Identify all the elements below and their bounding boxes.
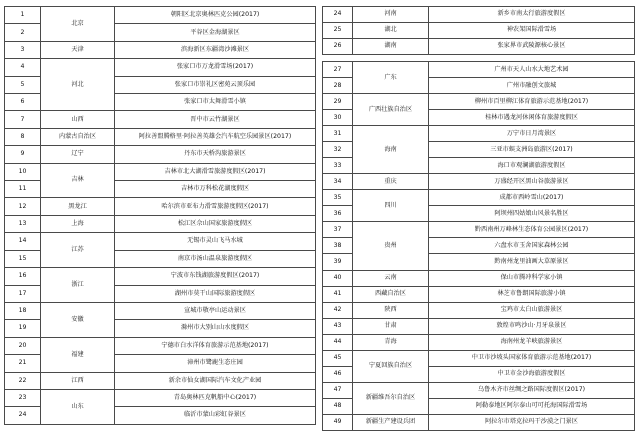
row-number: 7 bbox=[5, 111, 41, 128]
table-row bbox=[323, 62, 635, 78]
province-cell: 陕西 bbox=[353, 302, 429, 318]
table-gap bbox=[323, 55, 635, 62]
destination-name: 湖州市莫干山国际旅游度假区 bbox=[115, 285, 316, 302]
destination-name: 张家口市太舞滑雪小镇 bbox=[115, 94, 316, 111]
table-row bbox=[323, 23, 635, 39]
gap-cell bbox=[323, 55, 635, 62]
table-row bbox=[323, 286, 635, 302]
province-cell: 海南 bbox=[353, 126, 429, 174]
row-number: 38 bbox=[323, 238, 353, 254]
table-row bbox=[5, 111, 316, 128]
destination-name: 万盛经开区黑山谷旅游景区 bbox=[429, 174, 635, 190]
row-number: 19 bbox=[5, 320, 41, 337]
table-row bbox=[5, 59, 316, 76]
province-cell: 河南 bbox=[353, 7, 429, 23]
province-cell: 山西 bbox=[41, 111, 115, 128]
destination-name: 新乡市南太行旅游度假区 bbox=[429, 7, 635, 23]
row-number: 25 bbox=[323, 23, 353, 39]
destination-name: 新余市仙女湖国际汽车文化产业园 bbox=[115, 372, 316, 389]
row-number: 16 bbox=[5, 268, 41, 285]
row-number: 6 bbox=[5, 94, 41, 111]
province-cell: 辽宁 bbox=[41, 146, 115, 163]
left-table-body bbox=[5, 7, 316, 425]
destination-name: 宣城市敬亭山运动景区 bbox=[115, 302, 316, 319]
row-number: 11 bbox=[5, 181, 41, 198]
row-number: 46 bbox=[323, 366, 353, 382]
destination-name: 敦煌市鸣沙山·月牙泉景区 bbox=[429, 318, 635, 334]
destination-name: 中卫市金沙海旅游度假区 bbox=[429, 366, 635, 382]
table-row bbox=[323, 94, 635, 110]
row-number: 18 bbox=[5, 302, 41, 319]
province-cell: 河北 bbox=[41, 59, 115, 111]
province-cell: 广东 bbox=[353, 62, 429, 94]
table-row bbox=[5, 128, 316, 145]
destination-name: 青岛奥林匹克帆船中心(2017) bbox=[115, 389, 316, 406]
destination-name: 保山市腾冲科学家小镇 bbox=[429, 270, 635, 286]
row-number: 22 bbox=[5, 372, 41, 389]
row-number: 36 bbox=[323, 206, 353, 222]
row-number: 34 bbox=[323, 174, 353, 190]
destination-name: 黔南州龙里油画大草原景区 bbox=[429, 254, 635, 270]
row-number: 49 bbox=[323, 414, 353, 430]
province-cell: 山东 bbox=[41, 389, 115, 424]
destination-name: 阿拉尔市塔克拉玛干沙漠之门景区 bbox=[429, 414, 635, 430]
row-number: 5 bbox=[5, 76, 41, 93]
destination-name: 成都市西岭雪山(2017) bbox=[429, 190, 635, 206]
table-row bbox=[323, 318, 635, 334]
table-row bbox=[323, 190, 635, 206]
destination-name: 滁州市大别山山水度假区 bbox=[115, 320, 316, 337]
destination-name: 柳州市百里柳江体育旅游示范基地(2017) bbox=[429, 94, 635, 110]
row-number: 12 bbox=[5, 198, 41, 215]
table-row bbox=[5, 146, 316, 163]
province-cell: 新疆维吾尔自治区 bbox=[353, 382, 429, 414]
destination-name: 海口市观澜湖旅游度假区 bbox=[429, 158, 635, 174]
province-cell: 湖南 bbox=[353, 39, 429, 55]
province-cell: 广西壮族自治区 bbox=[353, 94, 429, 126]
row-number: 41 bbox=[323, 286, 353, 302]
table-row bbox=[5, 215, 316, 232]
province-cell: 西藏自治区 bbox=[353, 286, 429, 302]
destination-name: 滨海新区东疆湾沙滩景区 bbox=[115, 41, 316, 58]
destination-name: 漳州市鹭鹿生态庄园 bbox=[115, 355, 316, 372]
destination-name: 吉林市北大湖滑雪旅游度假区(2017) bbox=[115, 163, 316, 180]
row-number: 45 bbox=[323, 350, 353, 366]
province-cell: 上海 bbox=[41, 215, 115, 232]
row-number: 21 bbox=[5, 355, 41, 372]
province-cell: 吉林 bbox=[41, 163, 115, 198]
table-row bbox=[323, 174, 635, 190]
table-row bbox=[323, 302, 635, 318]
province-cell: 贵州 bbox=[353, 222, 429, 270]
row-number: 31 bbox=[323, 126, 353, 142]
destination-name: 松江区佘山国家旅游度假区 bbox=[115, 215, 316, 232]
left-destination-table bbox=[4, 6, 316, 425]
province-cell: 甘肃 bbox=[353, 318, 429, 334]
destination-name: 丹东市天桥沟旅游景区 bbox=[115, 146, 316, 163]
row-number: 2 bbox=[5, 24, 41, 41]
province-cell: 宁夏回族自治区 bbox=[353, 350, 429, 382]
province-cell: 云南 bbox=[353, 270, 429, 286]
row-number: 35 bbox=[323, 190, 353, 206]
table-row bbox=[323, 414, 635, 430]
table-row bbox=[323, 350, 635, 366]
province-cell: 江苏 bbox=[41, 233, 115, 268]
destination-name: 宁波市东钱湖旅游度假区(2017) bbox=[115, 268, 316, 285]
table-row bbox=[5, 233, 316, 250]
row-number: 4 bbox=[5, 59, 41, 76]
province-cell: 青海 bbox=[353, 334, 429, 350]
destination-name: 吉林市万科松花湖度假区 bbox=[115, 181, 316, 198]
destination-name: 无锡市灵山飞马水城 bbox=[115, 233, 316, 250]
row-number: 32 bbox=[323, 142, 353, 158]
table-row bbox=[5, 302, 316, 319]
row-number: 3 bbox=[5, 41, 41, 58]
table-row bbox=[323, 334, 635, 350]
destination-name: 临沂市蒙山彩虹谷景区 bbox=[115, 407, 316, 424]
right-table-body bbox=[323, 7, 635, 431]
table-row bbox=[323, 270, 635, 286]
row-number: 47 bbox=[323, 382, 353, 398]
table-row bbox=[5, 41, 316, 58]
row-number: 24 bbox=[5, 407, 41, 424]
row-number: 14 bbox=[5, 233, 41, 250]
row-number: 24 bbox=[323, 7, 353, 23]
destination-name: 南京市汤山温泉旅游度假区 bbox=[115, 250, 316, 267]
table-row bbox=[5, 198, 316, 215]
province-cell: 内蒙古自治区 bbox=[41, 128, 115, 145]
province-cell: 浙江 bbox=[41, 268, 115, 303]
province-cell: 黑龙江 bbox=[41, 198, 115, 215]
destination-name: 哈尔滨市亚布力滑雪旅游度假区(2017) bbox=[115, 198, 316, 215]
destination-name: 宁德市白水洋体育旅游示范基地(2017) bbox=[115, 337, 316, 354]
destination-name: 三亚市蜈支洲岛旅游区(2017) bbox=[429, 142, 635, 158]
table-row bbox=[5, 163, 316, 180]
row-number: 30 bbox=[323, 110, 353, 126]
destination-name: 晋中市云竹湖景区 bbox=[115, 111, 316, 128]
province-cell: 福建 bbox=[41, 337, 115, 372]
table-row bbox=[5, 372, 316, 389]
province-cell: 江西 bbox=[41, 372, 115, 389]
destination-name: 平谷区金海湖景区 bbox=[115, 24, 316, 41]
destination-name: 广州市天人山水大地艺术园 bbox=[429, 62, 635, 78]
row-number: 33 bbox=[323, 158, 353, 174]
row-number: 17 bbox=[5, 285, 41, 302]
row-number: 29 bbox=[323, 94, 353, 110]
row-number: 48 bbox=[323, 398, 353, 414]
row-number: 42 bbox=[323, 302, 353, 318]
province-cell: 四川 bbox=[353, 190, 429, 222]
destination-name: 宝鸡市太白山旅游景区 bbox=[429, 302, 635, 318]
row-number: 40 bbox=[323, 270, 353, 286]
table-row bbox=[323, 7, 635, 23]
row-number: 44 bbox=[323, 334, 353, 350]
table-row bbox=[323, 222, 635, 238]
row-number: 39 bbox=[323, 254, 353, 270]
row-number: 27 bbox=[323, 62, 353, 78]
destination-name: 林芝市鲁朗国际旅游小镇 bbox=[429, 286, 635, 302]
destination-name: 朝阳区北京奥林匹克公园(2017) bbox=[115, 7, 316, 24]
destination-name: 张家口市万龙滑雪场(2017) bbox=[115, 59, 316, 76]
row-number: 23 bbox=[5, 389, 41, 406]
province-cell: 天津 bbox=[41, 41, 115, 58]
row-number: 15 bbox=[5, 250, 41, 267]
destination-name: 阿勒泰地区阿尔泰山可可托海国际滑雪场 bbox=[429, 398, 635, 414]
province-cell: 重庆 bbox=[353, 174, 429, 190]
right-destination-table bbox=[322, 6, 635, 431]
destination-name: 黔西南州万峰林生态体育公园景区(2017) bbox=[429, 222, 635, 238]
row-number: 26 bbox=[323, 39, 353, 55]
table-row bbox=[323, 126, 635, 142]
row-number: 13 bbox=[5, 215, 41, 232]
row-number: 9 bbox=[5, 146, 41, 163]
row-number: 10 bbox=[5, 163, 41, 180]
destination-name: 桂林市遇龙河休闲体育旅游度假区 bbox=[429, 110, 635, 126]
destination-name: 阿拉善盟腾格里·阿拉善英雄会汽车航空乐园景区(2017) bbox=[115, 128, 316, 145]
row-number: 1 bbox=[5, 7, 41, 24]
destination-name: 万宁市日月湾景区 bbox=[429, 126, 635, 142]
province-cell: 安徽 bbox=[41, 302, 115, 337]
destination-name: 乌鲁木齐市丝绸之路国际度假区(2017) bbox=[429, 382, 635, 398]
table-row bbox=[5, 7, 316, 24]
province-cell: 湖北 bbox=[353, 23, 429, 39]
destination-name: 广州市融创文旅城 bbox=[429, 78, 635, 94]
province-cell: 北京 bbox=[41, 7, 115, 42]
row-number: 8 bbox=[5, 128, 41, 145]
destination-name: 海南州龙羊峡旅游景区 bbox=[429, 334, 635, 350]
province-cell: 新疆生产建设兵团 bbox=[353, 414, 429, 430]
destination-name: 神农架国际滑雪场 bbox=[429, 23, 635, 39]
table-row bbox=[5, 268, 316, 285]
row-number: 28 bbox=[323, 78, 353, 94]
row-number: 37 bbox=[323, 222, 353, 238]
destination-name: 中卫市沙坡头国家体育旅游示范基地(2017) bbox=[429, 350, 635, 366]
row-number: 43 bbox=[323, 318, 353, 334]
table-row bbox=[323, 382, 635, 398]
destination-name: 张家口市崇礼区密苑云顶乐园 bbox=[115, 76, 316, 93]
destination-name: 六盘水市玉舍国家森林公园 bbox=[429, 238, 635, 254]
destination-name: 阿坝州四姑娘山风景名胜区 bbox=[429, 206, 635, 222]
destination-name: 张家界市武陵源核心景区 bbox=[429, 39, 635, 55]
table-row bbox=[5, 337, 316, 354]
table-row bbox=[5, 389, 316, 406]
table-row bbox=[323, 39, 635, 55]
row-number: 20 bbox=[5, 337, 41, 354]
